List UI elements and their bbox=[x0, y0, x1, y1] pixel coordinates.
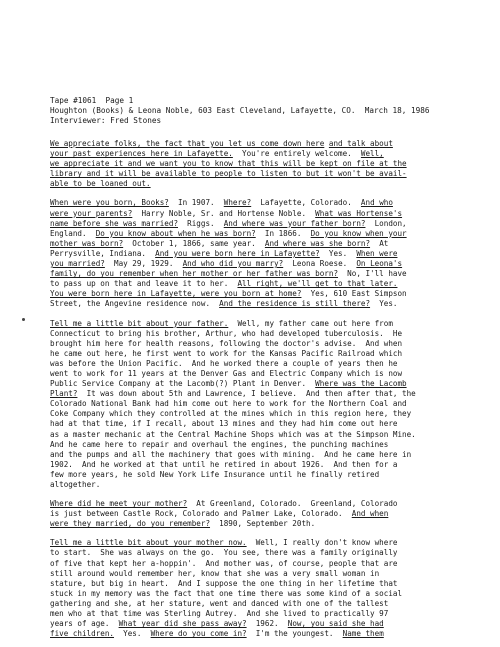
response-text: Yes. bbox=[319, 248, 357, 258]
interviewer-question: Where do you come in? bbox=[150, 629, 247, 639]
interviewer-question: What was Hortense's bbox=[315, 208, 403, 218]
transcript-line bbox=[50, 419, 480, 429]
interviewer-question: Tell me a little bit about your father. bbox=[50, 318, 229, 328]
response-text: Well, I really don't know where bbox=[246, 538, 398, 548]
interviewer-question: Where? bbox=[223, 198, 252, 208]
transcript-line bbox=[50, 619, 480, 629]
response-text: went to work for 11 years at the Denver Gas and Electric Company which is now bbox=[50, 368, 403, 378]
interviewer-question: Where was the Lacomb bbox=[315, 379, 407, 389]
transcript-line bbox=[50, 239, 480, 249]
transcript-line bbox=[50, 609, 480, 619]
interviewer-question: were your parents? bbox=[50, 208, 133, 218]
transcript-line bbox=[50, 259, 480, 269]
response-text: Harry Noble, Sr. and Hortense Noble. bbox=[132, 208, 316, 218]
transcript-line bbox=[50, 629, 480, 639]
response-text: London, bbox=[365, 218, 407, 228]
transcript-line bbox=[50, 198, 480, 208]
transcript-line bbox=[50, 389, 480, 399]
margin-dot bbox=[22, 318, 25, 321]
interviewer-question: able to be loaned out. bbox=[50, 179, 151, 189]
transcript-paragraph bbox=[50, 139, 480, 189]
interviewer-question: your past experiences here in Lafayette. bbox=[50, 149, 233, 159]
transcript-line bbox=[50, 289, 480, 299]
transcript-line bbox=[50, 209, 480, 219]
interviewer-question: When were bbox=[356, 248, 398, 258]
interviewer-question: And who did you marry? bbox=[182, 259, 284, 269]
tape-page-line: Tape #1061 Page 1 bbox=[50, 96, 134, 105]
document-header bbox=[50, 96, 480, 126]
response-text: Riggs. bbox=[178, 218, 224, 228]
transcript-line bbox=[50, 279, 480, 289]
transcript-line bbox=[50, 149, 480, 159]
response-text: 1902. And he worked at that until he retired in about 1926. And then for a bbox=[50, 459, 398, 469]
transcript-paragraph bbox=[50, 499, 480, 529]
response-text: At bbox=[370, 238, 389, 248]
response-text: still around would remember her, know that she was a very small woman in bbox=[50, 568, 380, 578]
transcript-line bbox=[50, 548, 480, 558]
transcript-line bbox=[50, 430, 480, 440]
interviewer-question: And where was she born? bbox=[264, 238, 371, 248]
transcript-line bbox=[50, 249, 480, 259]
response-text: altogether. bbox=[50, 480, 101, 489]
response-text: few more years, he sold New York Life Insurance until he finally retired bbox=[50, 469, 380, 479]
interviewer-question: Well, bbox=[360, 149, 384, 159]
interviewer-question: Plant? bbox=[50, 389, 78, 399]
interviewer-question: And the residence is still there? bbox=[219, 299, 371, 309]
interviewer-question: Now, you said she had bbox=[287, 619, 384, 629]
response-text: Street, the Angevine residence now. bbox=[50, 299, 220, 309]
transcript-line bbox=[50, 559, 480, 569]
response-text: No, I'll have bbox=[338, 269, 407, 279]
transcript-line bbox=[50, 359, 480, 369]
transcript-line bbox=[50, 219, 480, 229]
response-text: It was down about 5th and Lawrence, I believe. And then after that, the bbox=[77, 389, 416, 399]
interviewer-question: When were you born, Books? bbox=[50, 198, 169, 208]
response-text: In 1866. bbox=[255, 228, 311, 238]
response-text: Yes, 610 East Simpson bbox=[301, 289, 407, 299]
transcript-line bbox=[50, 139, 480, 149]
interviewer-question: What year did she pass away? bbox=[118, 619, 247, 629]
response-text: May 29, 1929. bbox=[104, 259, 183, 269]
response-text: of five that kept her a-hoppin'. And mother was, of course, people that are bbox=[50, 558, 398, 568]
interviewer-question: All right, we'll get to that later. bbox=[237, 279, 398, 289]
interviewer-line: Interviewer: Fred Stones bbox=[50, 116, 162, 125]
transcript-line bbox=[50, 440, 480, 450]
response-text: and the pumps and all the machinery that goes with mining. And he came here in bbox=[50, 449, 412, 459]
transcript-line bbox=[50, 319, 480, 329]
response-text: stature, but big in heart. And I suppose the one thing in her lifetime that bbox=[50, 578, 398, 588]
interviewer-question: were they married, do you remember? bbox=[50, 519, 211, 529]
response-text: was before the Union Pacific. And he worked there a couple of years then he bbox=[50, 358, 398, 368]
transcript-line bbox=[50, 409, 480, 419]
response-text: Well, my father came out here from bbox=[228, 318, 393, 328]
transcript-body bbox=[50, 139, 480, 639]
transcript-line bbox=[50, 450, 480, 460]
response-text: And he came here to repair and overhaul the engines, the punching machines bbox=[50, 439, 389, 449]
transcript-line bbox=[50, 299, 480, 309]
response-text: October 1, 1866, same year. bbox=[123, 238, 265, 248]
response-text: 1962. bbox=[246, 619, 288, 629]
response-text: Public Service Company at the Lacomb(?) Plant in Denver. bbox=[50, 379, 316, 389]
transcript-line bbox=[50, 569, 480, 579]
response-text: years of age. bbox=[50, 619, 119, 629]
response-text: Yes. bbox=[370, 299, 398, 309]
response-text: to start. She was always on the go. You see, there was a family originally bbox=[50, 548, 398, 558]
response-text: to pass up on that and leave it to her. bbox=[50, 279, 238, 289]
response-text: Leona Roese. bbox=[283, 259, 357, 269]
interviewer-question: and talk about bbox=[328, 139, 393, 148]
transcript-line bbox=[50, 379, 480, 389]
interviewer-question: And who bbox=[360, 198, 393, 208]
transcript-line bbox=[50, 480, 480, 490]
transcript-line bbox=[50, 229, 480, 239]
response-text: Coke Company which they controlled at the mines which in this region here, they bbox=[50, 409, 412, 419]
transcript-line bbox=[50, 519, 480, 529]
interviewer-question: name before she was married? bbox=[50, 218, 179, 228]
response-text: brought him here for health reasons, following the doctor's advise. And when bbox=[50, 338, 403, 348]
response-text: Lafayette, Colorado. bbox=[251, 198, 361, 208]
transcript-paragraph bbox=[50, 319, 480, 491]
interviewee-line: Houghton (Books) & Leona Noble, 603 East Cleveland, Lafayette, CO. March 18, 1986 bbox=[50, 106, 430, 115]
interviewer-question: you married? bbox=[50, 259, 105, 269]
transcript-line bbox=[50, 159, 480, 169]
transcript-line bbox=[50, 399, 480, 409]
response-text: Connecticut to bring his brother, Arthur, who had developed tuberculosis. He bbox=[50, 328, 403, 338]
transcript-line bbox=[50, 599, 480, 609]
interviewer-question: library and it will be available to people to listen to but it won't be avail- bbox=[50, 169, 407, 179]
transcript-line bbox=[50, 460, 480, 470]
response-text: England. bbox=[50, 228, 96, 238]
interviewer-question: And when bbox=[351, 509, 389, 519]
interviewer-question: You were born here in Lafayette, were you born at home? bbox=[50, 289, 302, 299]
transcript-line bbox=[50, 269, 480, 279]
transcript-line bbox=[50, 179, 480, 189]
transcript-paragraph bbox=[50, 538, 480, 639]
interviewer-question: Do you know about when he was born? bbox=[95, 228, 256, 238]
response-text: he came out here, he first went to work for the Kansas Pacific Railroad which bbox=[50, 348, 403, 358]
response-text: I'm the youngest. bbox=[246, 629, 343, 639]
transcript-line bbox=[50, 509, 480, 519]
transcript-line bbox=[50, 538, 480, 548]
interviewer-question: Tell me a little bit about your mother now. bbox=[50, 538, 247, 548]
interviewer-question: Do you know when your bbox=[310, 228, 407, 238]
interviewer-question: mother was born? bbox=[50, 238, 124, 248]
response-text: stuck in my memory was the fact that one time there was some kind of a social bbox=[50, 588, 403, 598]
interviewer-question: We appreciate folks, the fact that you let us come down here bbox=[50, 139, 325, 148]
transcript-line bbox=[50, 339, 480, 349]
response-text: as a master mechanic at the Central Machine Shops which was at the Simpson Mine. bbox=[50, 429, 416, 439]
response-text: had at that time, if I recall, about 13 mines and they had him come out here bbox=[50, 419, 398, 429]
interviewer-question: five children. bbox=[50, 629, 115, 639]
response-text: 1890, September 20th. bbox=[210, 519, 316, 529]
response-text: At Greenland, Colorado. Greenland, Colorado bbox=[187, 499, 398, 509]
interviewer-question: And where was your father born? bbox=[223, 218, 366, 228]
response-text: gathering and she, at her stature, went and danced with one of the tallest bbox=[50, 598, 389, 608]
transcript-line bbox=[50, 169, 480, 179]
transcript-line bbox=[50, 589, 480, 599]
interviewer-question: Name them bbox=[342, 629, 384, 639]
interviewer-question: Where did he meet your mother? bbox=[50, 499, 188, 509]
transcript-line bbox=[50, 579, 480, 589]
response-text: Colorado National Bank had him come out here to work for the Northern Coal and bbox=[50, 399, 407, 409]
transcript-paragraph bbox=[50, 198, 480, 309]
response-text: Yes. bbox=[114, 629, 151, 639]
response-text: is just between Castle Rock, Colorado and Palmer Lake, Colorado. bbox=[50, 509, 352, 519]
response-text: In 1907. bbox=[168, 198, 224, 208]
interviewer-question: On Leona's bbox=[356, 259, 403, 269]
transcript-line bbox=[50, 499, 480, 509]
transcript-line bbox=[50, 470, 480, 480]
response-text: Perrysville, Indiana. bbox=[50, 248, 156, 258]
interviewer-question: we appreciate it and we want you to know that this will be kept on file at the bbox=[50, 159, 407, 169]
interviewer-question: And you were born here in Lafayette? bbox=[155, 248, 320, 258]
transcript-line bbox=[50, 349, 480, 359]
transcript-line bbox=[50, 369, 480, 379]
transcript-line bbox=[50, 329, 480, 339]
response-text: You're entirely welcome. bbox=[232, 149, 361, 159]
response-text: men who at that time was Sterling Autrey. And she lived to practically 97 bbox=[50, 609, 389, 619]
interviewer-question: family, do you remember when her mother or her father was born? bbox=[50, 269, 339, 279]
